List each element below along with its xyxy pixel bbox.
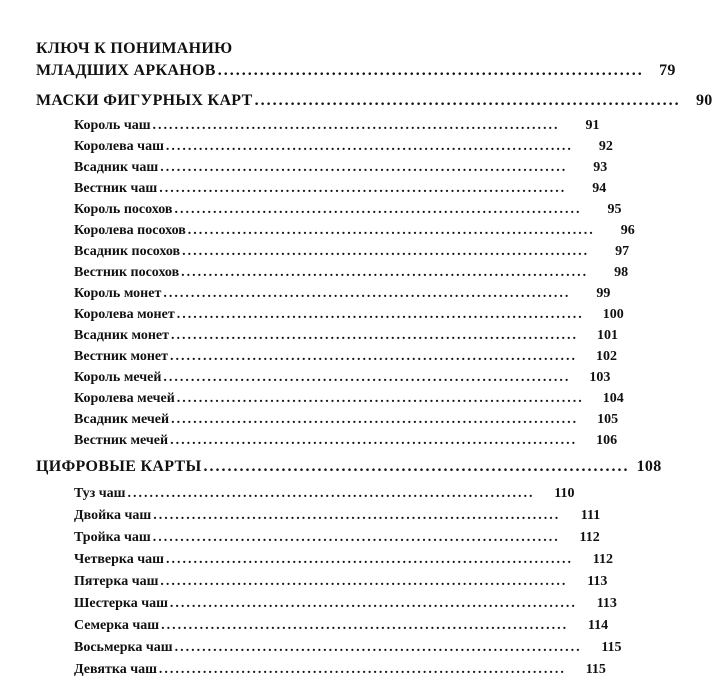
dot-leader: ..........................................................................	[181, 265, 589, 280]
toc-item	[74, 508, 601, 524]
dot-leader: ..........................................................................	[152, 530, 560, 545]
page-number: 101	[597, 328, 619, 343]
page-number: 106	[596, 433, 618, 448]
dot-leader: ..........................................................................	[182, 244, 590, 259]
page-number: 113	[596, 596, 617, 611]
dot-leader: ..........................................................................	[170, 349, 578, 364]
toc-item	[74, 662, 606, 678]
toc-entry-section2	[36, 92, 713, 110]
section-title: ЦИФРОВЫЕ КАРТЫ	[36, 458, 202, 475]
page-number: 96	[620, 223, 635, 238]
toc-item-label: Король чаш	[74, 118, 151, 133]
page-number: 102	[596, 349, 618, 364]
toc-item	[74, 486, 575, 502]
toc-item	[74, 286, 611, 302]
dot-leader: ..........................................................................	[163, 286, 571, 301]
toc-item	[74, 139, 613, 155]
dot-leader: ..........................................................................	[163, 370, 571, 385]
page-number: 92	[598, 139, 613, 154]
toc-item-label: Вестник посохов	[74, 265, 180, 280]
dot-leader: ..........................................................................	[171, 328, 579, 343]
toc-item-label: Девятка чаш	[74, 662, 157, 677]
dot-leader: .......................................................................	[203, 458, 630, 475]
page-number: 112	[579, 530, 600, 545]
page-number: 94	[592, 181, 607, 196]
toc-item	[74, 349, 618, 365]
toc-item-label: Королева посохов	[74, 223, 186, 238]
toc-item-label: Вестник монет	[74, 349, 169, 364]
toc-entry-section1	[36, 62, 676, 80]
toc-item	[74, 181, 607, 197]
toc-item-label: Семерка чаш	[74, 618, 160, 633]
toc-item	[74, 223, 635, 239]
toc-item	[74, 618, 609, 634]
page-number: 93	[593, 160, 608, 175]
dot-leader: ..........................................................................	[174, 202, 582, 217]
page-number: 91	[585, 118, 600, 133]
toc-item-label: Двойка чаш	[74, 508, 152, 523]
dot-leader: ..........................................................................	[127, 486, 535, 501]
toc-item	[74, 370, 611, 386]
section-title-line1: КЛЮЧ К ПОНИМАНИЮ	[36, 40, 233, 57]
dot-leader: ..........................................................................	[160, 574, 568, 589]
toc-item	[74, 118, 600, 134]
page-number: 105	[597, 412, 619, 427]
dot-leader: ..........................................................................	[165, 139, 573, 154]
page-number: 95	[607, 202, 622, 217]
page-number: 108	[636, 458, 662, 475]
toc-item-label: Вестник мечей	[74, 433, 169, 448]
toc-item	[74, 640, 622, 656]
section-title: МАСКИ ФИГУРНЫХ КАРТ	[36, 92, 253, 109]
dot-leader: .......................................................................	[217, 62, 644, 79]
dot-leader: .......................................................................	[254, 92, 681, 109]
toc-item	[74, 391, 624, 407]
page-number: 114	[587, 618, 609, 633]
dot-leader: ..........................................................................	[170, 433, 578, 448]
page-number: 100	[602, 307, 624, 322]
dot-leader: ..........................................................................	[171, 412, 579, 427]
page-number: 103	[589, 370, 611, 385]
toc-item	[74, 244, 630, 260]
toc-item-label: Королева монет	[74, 307, 175, 322]
toc-item-label: Туз чаш	[74, 486, 126, 501]
toc-item	[74, 307, 624, 323]
toc-item	[74, 202, 622, 218]
page-number: 104	[602, 391, 624, 406]
page-number: 112	[592, 552, 613, 567]
toc-item-label: Король мечей	[74, 370, 162, 385]
toc-item-label: Королева мечей	[74, 391, 175, 406]
dot-leader: ..........................................................................	[153, 508, 561, 523]
dot-leader: ..........................................................................	[158, 662, 566, 677]
dot-leader: ..........................................................................	[160, 160, 568, 175]
toc-item	[74, 265, 629, 281]
dot-leader: ..........................................................................	[187, 223, 595, 238]
page-number: 99	[596, 286, 611, 301]
toc-item-label: Король монет	[74, 286, 162, 301]
dot-leader: ..........................................................................	[176, 391, 584, 406]
page-number: 90	[695, 92, 713, 109]
page-number: 98	[614, 265, 629, 280]
toc-item-label: Шестерка чаш	[74, 596, 168, 611]
toc-item	[74, 596, 617, 612]
toc-item-label: Всадник монет	[74, 328, 170, 343]
toc-item	[74, 412, 619, 428]
page-number: 115	[601, 640, 622, 655]
page-number: 110	[554, 486, 575, 501]
dot-leader: ..........................................................................	[152, 118, 560, 133]
page-number: 113	[587, 574, 608, 589]
toc-item-label: Всадник чаш	[74, 160, 159, 175]
dot-leader: ..........................................................................	[174, 640, 582, 655]
page-number: 97	[615, 244, 630, 259]
toc-item	[74, 530, 600, 546]
toc-item-label: Восьмерка чаш	[74, 640, 173, 655]
toc-item-label: Тройка чаш	[74, 530, 151, 545]
page-number: 111	[580, 508, 601, 523]
page-number: 79	[659, 62, 676, 79]
toc-item	[74, 328, 619, 344]
toc-item-label: Четверка чаш	[74, 552, 164, 567]
toc-item	[74, 552, 613, 568]
toc-item	[74, 574, 608, 590]
page-number: 115	[585, 662, 606, 677]
dot-leader: ..........................................................................	[161, 618, 569, 633]
toc-item-label: Король посохов	[74, 202, 173, 217]
toc-item-label: Пятерка чаш	[74, 574, 159, 589]
toc-item-label: Вестник чаш	[74, 181, 158, 196]
dot-leader: ..........................................................................	[176, 307, 584, 322]
toc-item-label: Всадник мечей	[74, 412, 170, 427]
toc-item-label: Всадник посохов	[74, 244, 181, 259]
toc-entry-section3	[36, 458, 662, 476]
dot-leader: ..........................................................................	[166, 552, 573, 567]
toc-item	[74, 160, 608, 176]
section-title-line2: МЛАДШИХ АРКАНОВ	[36, 62, 216, 79]
toc-item-label: Королева чаш	[74, 139, 164, 154]
toc-item	[74, 433, 618, 449]
dot-leader: ..........................................................................	[169, 596, 577, 611]
dot-leader: ..........................................................................	[159, 181, 567, 196]
